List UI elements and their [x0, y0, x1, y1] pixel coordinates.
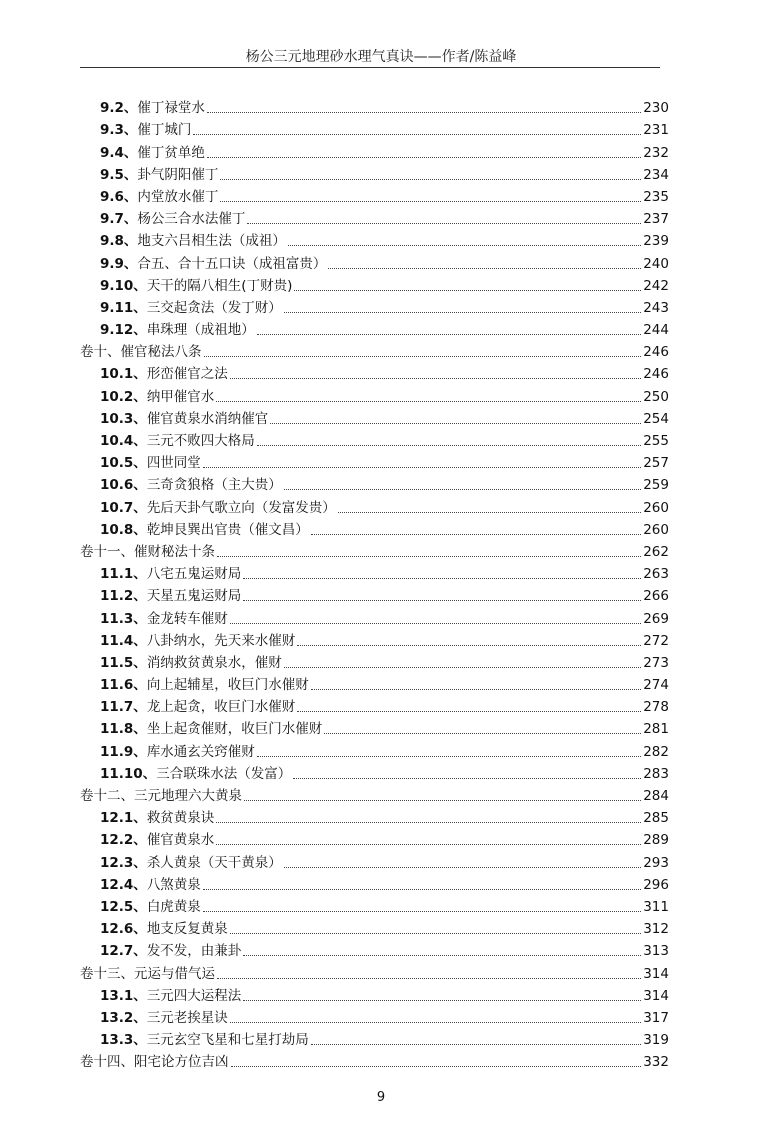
toc-section-entry[interactable] — [80, 494, 669, 516]
toc-entry-page: 259 — [643, 477, 669, 494]
toc-entry-number: 10.7、 — [100, 499, 147, 516]
toc-entry-number: 11.8、 — [100, 721, 147, 738]
toc-dot-leader — [203, 889, 641, 890]
toc-entry-label — [100, 633, 295, 650]
toc-entry-page: 284 — [643, 788, 669, 804]
toc-entry-title: 先后天卦气歌立向（发富发贵） — [146, 499, 336, 516]
toc-dot-leader — [216, 822, 641, 823]
toc-entry-title: 催官黄泉水 — [146, 832, 215, 849]
toc-entry-label — [80, 966, 215, 983]
toc-entry-number: 11.9、 — [100, 743, 147, 760]
toc-entry-number: 卷十四、 — [80, 1054, 134, 1071]
toc-entry-label — [100, 566, 241, 583]
toc-entry-page: 283 — [643, 765, 669, 782]
toc-entry-label — [100, 744, 255, 761]
toc-section-entry[interactable] — [80, 916, 669, 938]
toc-entry-title: 金龙转车催财 — [146, 610, 228, 627]
toc-section-entry[interactable] — [80, 228, 669, 250]
toc-entry-number: 10.8、 — [100, 521, 147, 538]
toc-section-entry[interactable] — [80, 605, 669, 627]
toc-entry-page: 278 — [643, 699, 669, 716]
toc-entry-number: 10.3、 — [100, 410, 147, 427]
toc-dot-leader — [243, 955, 641, 956]
toc-dot-leader — [297, 711, 641, 712]
toc-dot-leader — [328, 268, 641, 269]
toc-dot-leader — [207, 112, 641, 113]
toc-entry-title: 库水通玄关窍催财 — [146, 743, 255, 760]
toc-entry-title: 催财秘法十条 — [134, 543, 215, 560]
toc-section-entry[interactable] — [80, 1005, 669, 1027]
toc-entry-page: 263 — [643, 566, 669, 583]
toc-entry-label — [100, 189, 218, 206]
toc-dot-leader — [243, 1000, 641, 1001]
toc-chapter-entry[interactable] — [80, 339, 669, 361]
toc-section-entry[interactable] — [80, 117, 669, 139]
toc-entry-page: 255 — [643, 433, 669, 449]
toc-entry-number: 11.1、 — [100, 566, 147, 583]
toc-entry-number: 12.1、 — [100, 810, 147, 827]
toc-dot-leader — [220, 179, 641, 180]
toc-entry-title: 三元四大运程法 — [146, 987, 242, 1004]
toc-entry-page: 260 — [643, 499, 669, 516]
toc-entry-label — [100, 256, 326, 273]
toc-entry-number: 9.9、 — [100, 255, 138, 272]
toc-entry-number: 卷十三、 — [80, 965, 134, 982]
toc-dot-leader — [207, 157, 641, 158]
toc-entry-label — [100, 677, 309, 694]
toc-entry-page: 269 — [643, 610, 669, 627]
toc-section-entry[interactable] — [80, 805, 669, 827]
toc-entry-label — [100, 322, 255, 339]
toc-section-entry[interactable] — [80, 983, 669, 1005]
toc-section-entry[interactable] — [80, 827, 669, 849]
toc-entry-label — [80, 544, 215, 561]
toc-entry-label — [100, 877, 201, 894]
toc-entry-number: 卷十一、 — [80, 543, 134, 560]
toc-entry-label — [100, 522, 309, 539]
toc-entry-label — [100, 477, 282, 494]
toc-entry-title: 白虎黄泉 — [146, 898, 201, 915]
toc-entry-title: 八煞黄泉 — [146, 876, 201, 893]
toc-chapter-entry[interactable] — [80, 783, 669, 805]
toc-dot-leader — [231, 1066, 642, 1067]
table-of-contents — [80, 95, 669, 1071]
toc-section-entry[interactable] — [80, 938, 669, 960]
toc-entry-number: 9.6、 — [100, 188, 138, 205]
toc-dot-leader — [243, 578, 641, 579]
toc-entry-number: 12.4、 — [100, 876, 147, 893]
toc-entry-page: 262 — [643, 543, 669, 560]
toc-entry-page: 231 — [643, 122, 669, 139]
toc-dot-leader — [230, 623, 641, 624]
toc-entry-label — [100, 145, 205, 162]
running-header-title: 杨公三元地理砂水理气真诀——作者/陈益峰 — [245, 49, 517, 65]
toc-section-entry[interactable] — [80, 184, 669, 206]
toc-entry-title: 元运与借气运 — [134, 965, 215, 982]
toc-entry-label — [100, 211, 245, 228]
toc-entry-title: 三元地理六大黄泉 — [134, 788, 242, 804]
toc-entry-number: 9.7、 — [100, 211, 138, 228]
toc-entry-page: 234 — [643, 166, 669, 183]
toc-dot-leader — [311, 689, 641, 690]
toc-dot-leader — [311, 534, 641, 535]
toc-entry-label — [100, 455, 201, 472]
toc-entry-title: 坐上起贪催财，收巨门水催财 — [146, 721, 323, 738]
toc-entry-label — [100, 721, 322, 738]
toc-entry-number: 9.12、 — [100, 322, 147, 339]
toc-entry-label — [100, 300, 282, 317]
toc-entry-title: 催丁城门 — [137, 122, 192, 139]
toc-entry-title: 天星五鬼运财局 — [146, 588, 242, 605]
toc-entry-title: 八宅五鬼运财局 — [146, 566, 242, 583]
toc-section-entry[interactable] — [80, 716, 669, 738]
toc-entry-title: 三交起贪法（发丁财） — [146, 299, 282, 316]
toc-dot-leader — [204, 356, 642, 357]
toc-dot-leader — [257, 756, 641, 757]
toc-entry-label — [100, 832, 214, 849]
toc-entry-number: 9.3、 — [100, 122, 138, 139]
toc-entry-page: 285 — [643, 810, 669, 827]
toc-dot-leader — [216, 844, 641, 845]
toc-entry-title: 卦气阴阳催丁 — [137, 166, 219, 183]
toc-entry-title: 八卦纳水，先天来水催财 — [146, 632, 296, 649]
toc-entry-number: 12.6、 — [100, 921, 147, 938]
toc-entry-number: 13.1、 — [100, 987, 147, 1004]
toc-dot-leader — [284, 867, 641, 868]
toc-section-entry[interactable] — [80, 583, 669, 605]
toc-entry-label — [100, 433, 255, 450]
toc-section-entry[interactable] — [80, 472, 669, 494]
toc-entry-title: 阳宅论方位吉凶 — [134, 1054, 229, 1071]
toc-entry-title: 四世同堂 — [146, 455, 201, 472]
toc-entry-title: 三元老挨星诀 — [146, 1009, 228, 1026]
toc-entry-title: 催丁禄堂水 — [137, 100, 205, 117]
toc-entry-title: 纳甲催官水 — [146, 388, 215, 405]
toc-entry-number: 9.5、 — [100, 166, 138, 183]
toc-dot-leader — [284, 312, 641, 313]
toc-entry-page: 314 — [643, 987, 669, 1004]
toc-dot-leader — [230, 378, 641, 379]
toc-entry-label — [100, 500, 336, 517]
toc-entry-title: 三元不败四大格局 — [146, 433, 255, 449]
toc-entry-title: 杨公三合水法催丁 — [137, 211, 246, 228]
toc-entry-title: 消纳救贫黄泉水，催财 — [146, 654, 282, 671]
toc-entry-page: 317 — [643, 1009, 669, 1026]
toc-dot-leader — [288, 245, 641, 246]
toc-entry-page: 319 — [643, 1032, 669, 1049]
toc-chapter-entry[interactable] — [80, 539, 669, 561]
toc-entry-page: 332 — [643, 1054, 669, 1071]
toc-entry-title: 乾坤艮巽出官贵（催文昌） — [146, 521, 309, 538]
toc-entry-number: 11.7、 — [100, 699, 147, 716]
toc-entry-number: 10.1、 — [100, 366, 147, 383]
toc-entry-label — [100, 611, 228, 628]
toc-dot-leader — [220, 201, 641, 202]
toc-entry-number: 9.11、 — [100, 299, 147, 316]
toc-section-entry[interactable] — [80, 295, 669, 317]
toc-dot-leader — [293, 778, 641, 779]
toc-entry-number: 10.4、 — [100, 433, 147, 449]
toc-entry-number: 9.8、 — [100, 233, 138, 250]
toc-section-entry[interactable] — [80, 95, 669, 117]
toc-entry-page: 239 — [643, 233, 669, 250]
toc-entry-label — [100, 588, 241, 605]
toc-entry-label — [100, 899, 201, 916]
toc-entry-number: 卷十、 — [80, 344, 121, 361]
toc-dot-leader — [270, 423, 641, 424]
toc-entry-page: 289 — [643, 832, 669, 849]
toc-entry-title: 发不发，由兼卦 — [146, 943, 242, 960]
toc-entry-page: 237 — [643, 211, 669, 228]
toc-dot-leader — [257, 445, 641, 446]
toc-section-entry[interactable] — [80, 361, 669, 383]
toc-dot-leader — [217, 978, 641, 979]
toc-entry-page: 274 — [643, 677, 669, 694]
toc-entry-label — [100, 766, 291, 783]
toc-section-entry[interactable] — [80, 162, 669, 184]
toc-entry-label — [100, 122, 191, 139]
toc-entry-number: 11.10、 — [100, 765, 157, 782]
toc-entry-title: 催官黄泉水消纳催官 — [146, 410, 269, 427]
toc-entry-page: 260 — [643, 521, 669, 538]
toc-entry-number: 11.2、 — [100, 588, 147, 605]
toc-entry-page: 254 — [643, 410, 669, 427]
toc-entry-label — [100, 233, 286, 250]
toc-entry-number: 10.2、 — [100, 388, 147, 405]
toc-entry-page: 232 — [643, 144, 669, 161]
toc-dot-leader — [247, 223, 641, 224]
toc-dot-leader — [257, 334, 641, 335]
toc-entry-page: 314 — [643, 965, 669, 982]
toc-section-entry[interactable] — [80, 206, 669, 228]
toc-entry-number: 10.6、 — [100, 477, 147, 494]
toc-entry-number: 12.7、 — [100, 943, 147, 960]
toc-section-entry[interactable] — [80, 761, 669, 783]
toc-dot-leader — [294, 290, 641, 291]
toc-entry-label — [80, 344, 202, 361]
toc-dot-leader — [297, 645, 641, 646]
toc-entry-number: 12.3、 — [100, 854, 147, 871]
toc-entry-label — [100, 921, 228, 938]
toc-chapter-entry[interactable] — [80, 960, 669, 982]
toc-entry-page: 266 — [643, 588, 669, 605]
header-divider — [80, 67, 660, 68]
toc-entry-page: 230 — [643, 100, 669, 117]
toc-entry-label — [100, 366, 228, 383]
toc-section-entry[interactable] — [80, 872, 669, 894]
toc-entry-number: 12.5、 — [100, 898, 147, 915]
toc-entry-title: 三奇贪狼格（主大贵） — [146, 477, 282, 494]
toc-entry-page: 243 — [643, 299, 669, 316]
toc-dot-leader — [243, 600, 641, 601]
toc-section-entry[interactable] — [80, 383, 669, 405]
toc-entry-label — [100, 389, 214, 406]
toc-entry-label — [100, 655, 282, 672]
toc-entry-page: 313 — [643, 943, 669, 960]
page-number: 9 — [376, 1090, 386, 1105]
toc-entry-title: 合五、合十五口诀（成祖富贵） — [137, 255, 327, 272]
toc-dot-leader — [203, 911, 641, 912]
toc-entry-page: 242 — [643, 277, 669, 294]
toc-dot-leader — [338, 512, 641, 513]
toc-dot-leader — [284, 489, 641, 490]
toc-entry-page: 273 — [643, 654, 669, 671]
toc-entry-label — [100, 699, 295, 716]
toc-entry-number: 13.2、 — [100, 1009, 147, 1026]
toc-entry-label — [100, 411, 268, 428]
toc-entry-title: 催官秘法八条 — [120, 344, 202, 361]
toc-section-entry[interactable] — [80, 517, 669, 539]
toc-section-entry[interactable] — [80, 849, 669, 871]
toc-entry-number: 9.2、 — [100, 100, 138, 117]
toc-entry-number: 13.3、 — [100, 1032, 147, 1049]
toc-entry-number: 12.2、 — [100, 832, 147, 849]
toc-entry-title: 三合联珠水法（发富） — [156, 765, 292, 782]
toc-entry-number: 11.6、 — [100, 677, 147, 694]
toc-entry-label — [80, 1054, 229, 1071]
toc-section-entry[interactable] — [80, 561, 669, 583]
toc-entry-page: 240 — [643, 255, 669, 272]
toc-entry-label — [100, 1032, 309, 1049]
toc-entry-page: 257 — [643, 455, 669, 472]
toc-section-entry[interactable] — [80, 317, 669, 339]
toc-section-entry[interactable] — [80, 672, 669, 694]
toc-entry-number: 11.4、 — [100, 632, 147, 649]
toc-section-entry[interactable] — [80, 738, 669, 760]
toc-entry-title: 地支反复黄泉 — [146, 921, 228, 938]
toc-entry-page: 244 — [643, 322, 669, 339]
toc-entry-title: 内堂放水催丁 — [137, 188, 219, 205]
toc-entry-page: 296 — [643, 876, 669, 893]
toc-entry-number: 11.5、 — [100, 654, 147, 671]
toc-entry-number: 9.4、 — [100, 144, 138, 161]
toc-entry-number: 9.10、 — [100, 277, 147, 294]
toc-section-entry[interactable] — [80, 1027, 669, 1049]
toc-dot-leader — [203, 467, 641, 468]
toc-dot-leader — [193, 134, 641, 135]
toc-entry-page: 235 — [643, 188, 669, 205]
toc-section-entry[interactable] — [80, 628, 669, 650]
toc-dot-leader — [217, 556, 641, 557]
toc-entry-title: 串珠理（成祖地） — [146, 322, 255, 339]
toc-section-entry[interactable] — [80, 428, 669, 450]
toc-entry-label — [100, 988, 241, 1005]
toc-entry-label — [100, 1010, 228, 1027]
toc-dot-leader — [216, 401, 641, 402]
toc-entry-page: 312 — [643, 921, 669, 938]
toc-dot-leader — [311, 1044, 641, 1045]
toc-entry-title: 天干的隔八相生(丁财贵) — [146, 277, 293, 294]
toc-entry-number: 卷十二、 — [80, 788, 134, 804]
toc-dot-leader — [244, 800, 641, 801]
toc-section-entry[interactable] — [80, 406, 669, 428]
toc-entry-title: 龙上起贪，收巨门水催财 — [146, 699, 296, 716]
toc-entry-title: 三元玄空飞星和七星打劫局 — [146, 1032, 309, 1049]
toc-section-entry[interactable] — [80, 650, 669, 672]
toc-entry-label — [100, 943, 241, 960]
toc-dot-leader — [230, 1022, 641, 1023]
toc-entry-title: 向上起辅星，收巨门水催财 — [146, 677, 309, 694]
toc-entry-label — [100, 167, 218, 184]
toc-chapter-entry[interactable] — [80, 1049, 669, 1071]
toc-entry-title: 地支六吕相生法（成祖） — [137, 233, 286, 250]
toc-entry-label — [80, 788, 242, 805]
toc-dot-leader — [324, 733, 641, 734]
toc-entry-label — [100, 278, 292, 295]
toc-entry-page: 246 — [643, 344, 669, 361]
toc-dot-leader — [284, 667, 641, 668]
toc-entry-page: 250 — [643, 388, 669, 405]
toc-entry-label — [100, 810, 214, 827]
toc-entry-label — [100, 100, 205, 117]
toc-entry-title: 救贫黄泉诀 — [146, 810, 215, 827]
toc-entry-page: 282 — [643, 743, 669, 760]
toc-section-entry[interactable] — [80, 450, 669, 472]
toc-entry-label — [100, 855, 282, 872]
toc-entry-number: 10.5、 — [100, 455, 147, 472]
toc-entry-title: 催丁贫单绝 — [137, 144, 205, 161]
toc-entry-title: 形峦催官之法 — [146, 366, 228, 383]
toc-entry-page: 281 — [643, 721, 669, 738]
toc-entry-page: 293 — [643, 854, 669, 871]
toc-section-entry[interactable] — [80, 694, 669, 716]
toc-entry-page: 246 — [643, 366, 669, 383]
toc-section-entry[interactable] — [80, 139, 669, 161]
toc-dot-leader — [230, 933, 641, 934]
toc-section-entry[interactable] — [80, 250, 669, 272]
toc-entry-title: 杀人黄泉（天干黄泉） — [146, 854, 282, 871]
toc-section-entry[interactable] — [80, 894, 669, 916]
toc-entry-page: 311 — [643, 898, 669, 915]
toc-entry-page: 272 — [643, 632, 669, 649]
toc-entry-number: 11.3、 — [100, 610, 147, 627]
toc-section-entry[interactable] — [80, 273, 669, 295]
